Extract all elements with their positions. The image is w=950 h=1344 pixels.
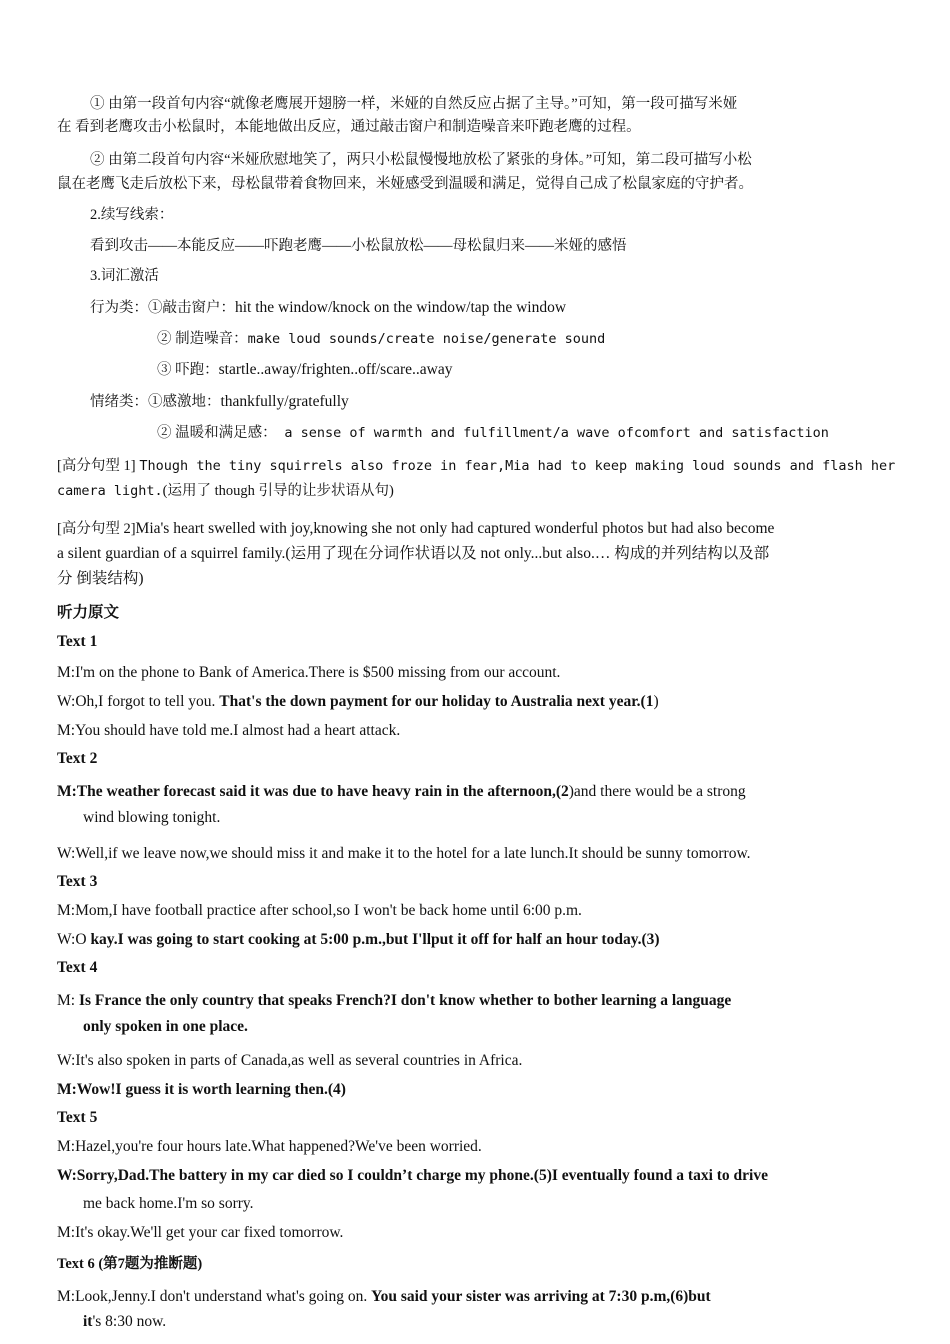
action-2-label: ② 制造噪音：: [157, 331, 248, 347]
vocab-action-3: [57, 357, 894, 383]
high-score-sentence-2: [57, 516, 894, 542]
high-score-sentence-1: [57, 453, 894, 479]
analysis-p2-line2: 鼠在老鹰飞走后放松下来，母松鼠带着食物回来，米娅感受到温暖和满足，觉得自己成了松鼠家庭的守护者。: [57, 176, 753, 192]
t5-line2-a: W:Sorry,Dad.The battery in my car died so I couldn’t charge my phone.(5)I eventually found a taxi to drive: [57, 1167, 768, 1184]
action-3-text: startle..away/frighten..off/scare..away: [218, 361, 453, 378]
t1-line2: [57, 689, 894, 715]
text-5-title: Text 5: [57, 1109, 98, 1126]
t1-line2-c: ): [653, 693, 659, 710]
t6-line1-c: it: [83, 1313, 93, 1330]
t1-line2-b: That's the down payment for our holiday to Australia next year.(1: [219, 693, 654, 710]
t3-line2-a: W:O: [57, 931, 91, 948]
text-6-title: Text 6 (第7题为推断题): [57, 1256, 203, 1272]
action-1-text: hit the window/knock on the window/tap the window: [235, 299, 567, 316]
hs1-text-b: camera light.: [57, 483, 163, 499]
emotion-2-text: a sense of warmth and fulfillment/a wave ofcomfort and satisfaction: [284, 425, 829, 441]
t5-line1: M:Hazel,you're four hours late.What happened?We've been worried.: [57, 1138, 482, 1155]
hs1-note: (运用了 though 引导的让步状语从句): [162, 483, 394, 499]
clue-text: 看到攻击——本能反应——吓跑老鹰——小松鼠放松——母松鼠归来——米娅的感悟: [90, 238, 627, 254]
text-3-title: Text 3: [57, 873, 98, 890]
t4-line1-b: Is France the only country that speaks French?I don't know whether to bother learning a language: [78, 992, 732, 1009]
t2-line2: W:Well,if we leave now,we should miss it and make it to the hotel for a late lunch.It should be sunny tomorrow.: [57, 845, 751, 862]
t3-line1: M:Mom,I have football practice after school,so I won't be back home until 6:00 p.m.: [57, 902, 582, 919]
t2-line1: [57, 779, 894, 805]
t4-line1: [57, 988, 894, 1014]
hs2-line2: a silent guardian of a squirrel family.(运用了现在分词作状语以及 not only...but also.… 构成的并列结构以及部: [57, 545, 770, 562]
analysis-p2-line1: ② 由第二段首句内容“米娅欣慰地笑了，两只小松鼠慢慢地放松了紧张的身体。”可知，第二段可描写小松: [90, 152, 752, 168]
action-label: 行为类：: [90, 300, 148, 316]
action-3-label: ③ 吓跑：: [157, 362, 219, 378]
high-score-sentence-1-cont: [57, 478, 894, 504]
t4-line1-a: M:: [57, 992, 79, 1009]
transcript-heading: 听力原文: [57, 604, 120, 621]
emotion-1-label: ①感激地：: [148, 394, 221, 410]
text-2-title: Text 2: [57, 750, 98, 767]
emotion-2-label: ② 温暖和满足感：: [157, 425, 277, 441]
t4-line2: W:It's also spoken in parts of Canada,as well as several countries in Africa.: [57, 1052, 523, 1069]
t6-line1-cont: [57, 1309, 894, 1335]
hs2-line1: Mia's heart swelled with joy,knowing she not only had captured wonderful photos but had also become: [135, 520, 775, 537]
analysis-p1-line2: 在 看到老鹰攻击小松鼠时，本能地做出反应，通过敲击窗户和制造噪音来吓跑老鹰的过程。: [57, 119, 641, 135]
hs2-tag: [高分句型 2]: [57, 521, 136, 537]
text-4-title: Text 4: [57, 959, 98, 976]
clue-heading: 2.续写线索：: [90, 207, 174, 223]
t6-line1-a: M:Look,Jenny.I don't understand what's going on.: [57, 1288, 372, 1305]
t6-line1-b: You said your sister was arriving at 7:30 p.m,(6)but: [371, 1288, 711, 1305]
t3-line2-b: kay.I was going to start cooking at 5:00 p.m.,but I'llput it off for half an hour today.(3): [90, 931, 660, 948]
action-2-text: make loud sounds/create noise/generate sound: [247, 331, 606, 347]
t5-line3: M:It's okay.We'll get your car fixed tomorrow.: [57, 1224, 344, 1241]
action-1-label: ①敲击窗户：: [148, 300, 235, 316]
hs2-line3: 分 倒装结构): [57, 570, 144, 587]
emotion-label: 情绪类：: [90, 394, 148, 410]
t1-line3: M:You should have told me.I almost had a heart attack.: [57, 722, 401, 739]
vocab-heading: 3.词汇激活: [90, 268, 159, 284]
vocab-emotion-1: [57, 389, 894, 415]
t4-line3: M:Wow!I guess it is worth learning then.(4): [57, 1081, 346, 1098]
t3-line2: [57, 927, 894, 953]
t1-line1: M:I'm on the phone to Bank of America.There is $500 missing from our account.: [57, 664, 561, 681]
t1-line2-a: W:Oh,I forgot to tell you.: [57, 693, 220, 710]
text-1-title: Text 1: [57, 633, 98, 650]
hs1-tag: [高分句型 1]: [57, 458, 136, 474]
t6-line1: [57, 1284, 894, 1310]
analysis-p1-line1: ① 由第一段首句内容“就像老鹰展开翅膀一样，米娅的自然反应占据了主导。”可知，第一段可描写米娅: [90, 96, 738, 112]
t4-line1-c: only spoken in one place.: [83, 1018, 248, 1035]
vocab-action-2: [57, 326, 894, 352]
vocab-emotion-2: [57, 420, 894, 446]
t2-line1-a: M:The weather forecast said it was due to have heavy rain in the afternoon,(2: [57, 783, 569, 800]
t6-line1-d: 's 8:30 now.: [92, 1313, 167, 1330]
t2-line1-c: wind blowing tonight.: [83, 809, 221, 826]
emotion-1-text: thankfully/gratefully: [220, 393, 349, 410]
t5-line2-b: me back home.I'm so sorry.: [83, 1195, 254, 1212]
vocab-action-1: [57, 295, 894, 321]
hs1-text-a: Though the tiny squirrels also froze in fear,Mia had to keep making loud sounds and flash her: [139, 458, 896, 474]
t2-line1-b: )and there would be a strong: [568, 783, 746, 800]
